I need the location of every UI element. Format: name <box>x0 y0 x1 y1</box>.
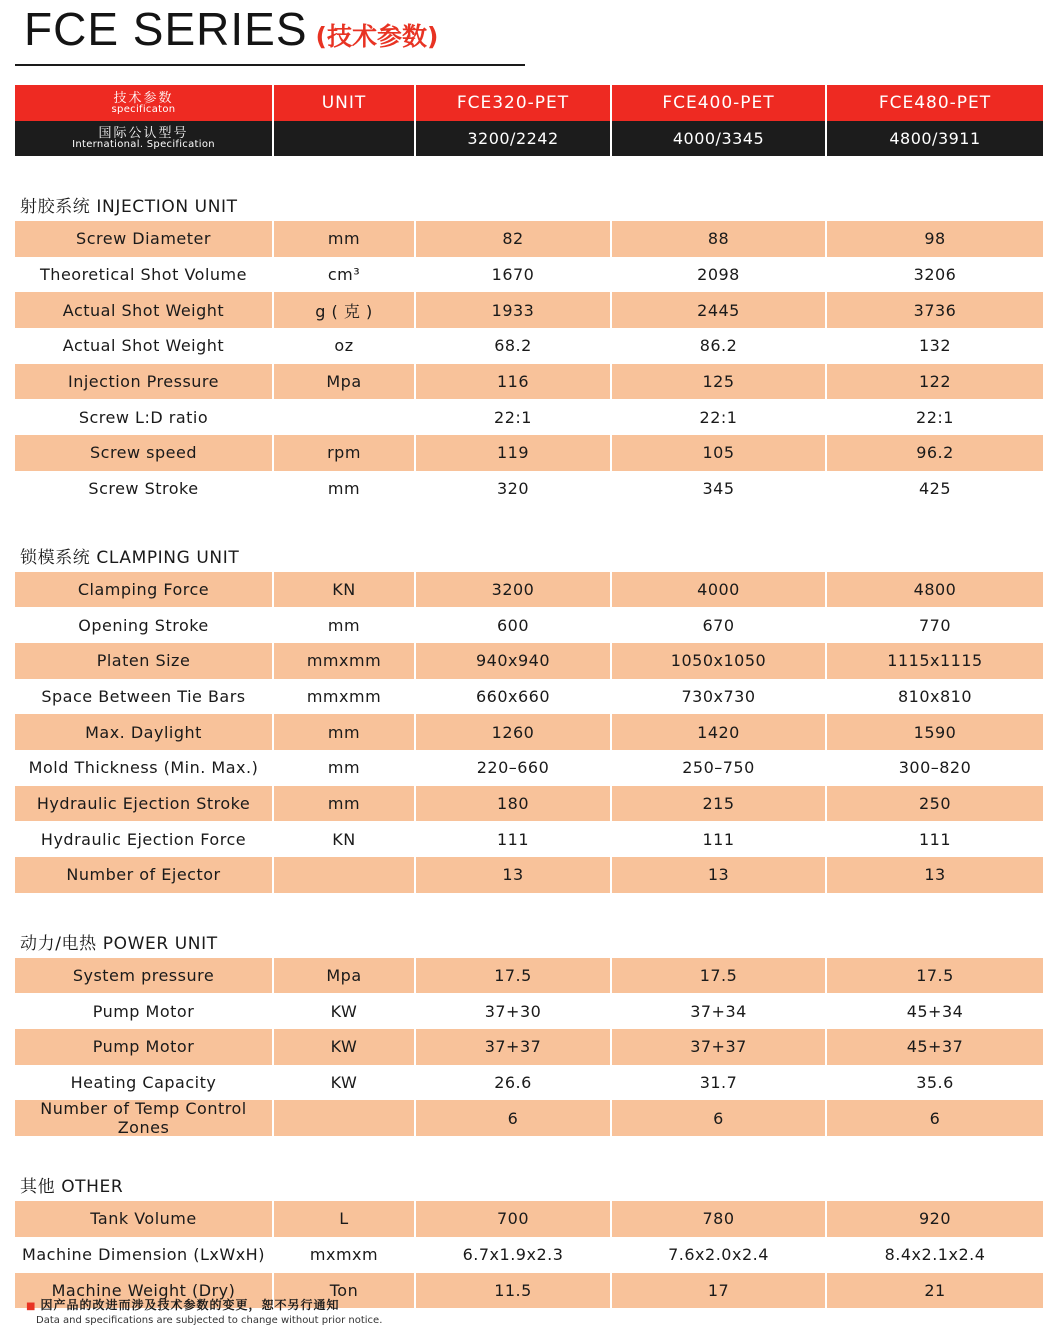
section-spacer <box>15 1136 1043 1161</box>
row-value-model-1: 17.5 <box>414 958 610 994</box>
row-label: Pump Motor <box>15 993 272 1029</box>
intl-header-en: International. Specification <box>72 139 215 150</box>
section-title: 锁模系统 CLAMPING UNIT <box>20 547 240 568</box>
row-value-model-2: 37+37 <box>610 1029 825 1065</box>
series-title: FCE SERIES <box>24 3 308 55</box>
table-row <box>15 1029 1043 1065</box>
row-value-model-1: 119 <box>414 435 610 471</box>
row-value-model-1: 1260 <box>414 714 610 750</box>
spec-header-cell <box>15 85 272 121</box>
row-unit: mmxmm <box>272 643 414 679</box>
row-value-model-1: 700 <box>414 1201 610 1237</box>
model-header-2: FCE400-PET <box>610 85 825 121</box>
row-value-model-2: 86.2 <box>610 328 825 364</box>
row-unit: mm <box>272 221 414 257</box>
intl-spec-3: 4800/3911 <box>825 121 1043 156</box>
row-value-model-1: 320 <box>414 471 610 507</box>
row-value-model-1: 660x660 <box>414 679 610 715</box>
row-unit: Mpa <box>272 958 414 994</box>
bullet-icon: ■ <box>26 1301 37 1312</box>
row-value-model-3: 45+34 <box>825 993 1043 1029</box>
row-value-model-2: 125 <box>610 364 825 400</box>
spec-sections <box>15 156 1043 1308</box>
table-row <box>15 643 1043 679</box>
row-value-model-3: 250 <box>825 786 1043 822</box>
row-value-model-2: 4000 <box>610 572 825 608</box>
row-unit <box>272 857 414 893</box>
row-value-model-1: 6.7x1.9x2.3 <box>414 1237 610 1273</box>
row-unit <box>272 1100 414 1136</box>
row-value-model-3: 8.4x2.1x2.4 <box>825 1237 1043 1273</box>
row-unit: KN <box>272 572 414 608</box>
row-value-model-2: 345 <box>610 471 825 507</box>
row-value-model-1: 26.6 <box>414 1065 610 1101</box>
row-value-model-1: 180 <box>414 786 610 822</box>
footer-zh-text: 因产品的改进而涉及技术参数的变更，恕不另行通知 <box>40 1298 340 1312</box>
footer-note-zh <box>26 1296 382 1313</box>
table-row <box>15 1100 1043 1136</box>
row-value-model-2: 31.7 <box>610 1065 825 1101</box>
row-value-model-2: 88 <box>610 221 825 257</box>
row-value-model-2: 215 <box>610 786 825 822</box>
table-row <box>15 750 1043 786</box>
row-value-model-2: 670 <box>610 607 825 643</box>
row-value-model-1: 111 <box>414 821 610 857</box>
row-unit: mxmxm <box>272 1237 414 1273</box>
row-value-model-3: 35.6 <box>825 1065 1043 1101</box>
row-unit: KW <box>272 1065 414 1101</box>
table-row <box>15 821 1043 857</box>
row-value-model-2: 1420 <box>610 714 825 750</box>
row-value-model-2: 13 <box>610 857 825 893</box>
row-unit: g ( 克 ) <box>272 292 414 328</box>
row-value-model-1: 37+37 <box>414 1029 610 1065</box>
table-row <box>15 399 1043 435</box>
section-spacer <box>15 156 1043 181</box>
row-label: Mold Thickness (Min. Max.) <box>15 750 272 786</box>
row-value-model-2: 6 <box>610 1100 825 1136</box>
table-row <box>15 572 1043 608</box>
row-unit: L <box>272 1201 414 1237</box>
row-value-model-1: 220–660 <box>414 750 610 786</box>
table-row <box>15 471 1043 507</box>
row-value-model-2: 2098 <box>610 257 825 293</box>
row-unit: Ton <box>272 1273 414 1309</box>
row-value-model-2: 37+34 <box>610 993 825 1029</box>
row-value-model-3: 920 <box>825 1201 1043 1237</box>
row-value-model-1: 940x940 <box>414 643 610 679</box>
row-value-model-1: 600 <box>414 607 610 643</box>
table-row <box>15 292 1043 328</box>
row-value-model-3: 1590 <box>825 714 1043 750</box>
row-value-model-3: 122 <box>825 364 1043 400</box>
section-spacer <box>15 893 1043 918</box>
row-label: Tank Volume <box>15 1201 272 1237</box>
row-value-model-3: 111 <box>825 821 1043 857</box>
row-value-model-3: 810x810 <box>825 679 1043 715</box>
row-unit: oz <box>272 328 414 364</box>
table-row <box>15 221 1043 257</box>
row-label: Clamping Force <box>15 572 272 608</box>
page-title <box>24 2 438 54</box>
table-row <box>15 1065 1043 1101</box>
header-row-intl <box>15 121 1043 156</box>
row-value-model-1: 116 <box>414 364 610 400</box>
row-label: Number of Temp Control Zones <box>15 1100 272 1136</box>
row-value-model-1: 37+30 <box>414 993 610 1029</box>
row-label: Screw Stroke <box>15 471 272 507</box>
row-value-model-2: 2445 <box>610 292 825 328</box>
row-label: Actual Shot Weight <box>15 328 272 364</box>
row-value-model-3: 1115x1115 <box>825 643 1043 679</box>
table-row <box>15 714 1043 750</box>
row-label: Screw speed <box>15 435 272 471</box>
row-value-model-3: 132 <box>825 328 1043 364</box>
footer-note-en: Data and specifications are subjected to change without prior notice. <box>36 1315 383 1326</box>
row-unit: mm <box>272 607 414 643</box>
table-row <box>15 786 1043 822</box>
model-header-3: FCE480-PET <box>825 85 1043 121</box>
table-row <box>15 364 1043 400</box>
row-label: Hydraulic Ejection Stroke <box>15 786 272 822</box>
row-label: Max. Daylight <box>15 714 272 750</box>
row-label: System pressure <box>15 958 272 994</box>
header-row-models <box>15 85 1043 121</box>
row-label: Actual Shot Weight <box>15 292 272 328</box>
row-value-model-3: 4800 <box>825 572 1043 608</box>
row-unit: mm <box>272 471 414 507</box>
row-label: Hydraulic Ejection Force <box>15 821 272 857</box>
footer-note <box>26 1296 382 1326</box>
intl-header-cell <box>15 121 272 156</box>
row-value-model-1: 3200 <box>414 572 610 608</box>
row-label: Screw L:D ratio <box>15 399 272 435</box>
row-value-model-2: 105 <box>610 435 825 471</box>
row-value-model-2: 780 <box>610 1201 825 1237</box>
row-value-model-3: 770 <box>825 607 1043 643</box>
row-value-model-3: 425 <box>825 471 1043 507</box>
spec-header-zh: 技术参数 <box>113 90 174 106</box>
row-label: Injection Pressure <box>15 364 272 400</box>
row-label: Space Between Tie Bars <box>15 679 272 715</box>
row-value-model-3: 17.5 <box>825 958 1043 994</box>
row-unit: mm <box>272 786 414 822</box>
row-value-model-2: 22:1 <box>610 399 825 435</box>
unit-header: UNIT <box>272 85 414 121</box>
table-row <box>15 1201 1043 1237</box>
section-spacer <box>15 507 1043 532</box>
row-value-model-1: 1670 <box>414 257 610 293</box>
table-row <box>15 328 1043 364</box>
table-row <box>15 435 1043 471</box>
row-label: Machine Weight (Dry) <box>15 1273 272 1309</box>
row-value-model-2: 7.6x2.0x2.4 <box>610 1237 825 1273</box>
row-value-model-1: 13 <box>414 857 610 893</box>
row-value-model-1: 22:1 <box>414 399 610 435</box>
row-value-model-1: 1933 <box>414 292 610 328</box>
table-row <box>15 1237 1043 1273</box>
row-value-model-2: 111 <box>610 821 825 857</box>
row-label: Theoretical Shot Volume <box>15 257 272 293</box>
section-title: 其他 OTHER <box>20 1177 124 1198</box>
series-subtitle: (技术参数) <box>315 22 439 51</box>
row-label: Heating Capacity <box>15 1065 272 1101</box>
intl-spec-1: 3200/2242 <box>414 121 610 156</box>
row-label: Platen Size <box>15 643 272 679</box>
row-unit: mmxmm <box>272 679 414 715</box>
section-title: 动力/电热 POWER UNIT <box>20 933 218 954</box>
spec-header-en: specificaton <box>111 103 176 115</box>
row-value-model-3: 13 <box>825 857 1043 893</box>
row-value-model-1: 68.2 <box>414 328 610 364</box>
row-value-model-1: 6 <box>414 1100 610 1136</box>
table-row <box>15 607 1043 643</box>
spec-table <box>15 85 1043 1308</box>
table-row <box>15 857 1043 893</box>
row-label: Opening Stroke <box>15 607 272 643</box>
row-unit: KW <box>272 993 414 1029</box>
row-unit: KW <box>272 1029 414 1065</box>
row-unit: cm³ <box>272 257 414 293</box>
row-value-model-3: 21 <box>825 1273 1043 1309</box>
title-underline <box>15 64 525 66</box>
row-value-model-3: 300–820 <box>825 750 1043 786</box>
row-unit <box>272 399 414 435</box>
section-title: 射胶系统 INJECTION UNIT <box>20 197 238 217</box>
row-value-model-2: 730x730 <box>610 679 825 715</box>
row-label: Pump Motor <box>15 1029 272 1065</box>
row-value-model-3: 3736 <box>825 292 1043 328</box>
row-value-model-2: 1050x1050 <box>610 643 825 679</box>
row-value-model-3: 3206 <box>825 257 1043 293</box>
table-row <box>15 257 1043 293</box>
row-value-model-3: 6 <box>825 1100 1043 1136</box>
model-header-1: FCE320-PET <box>414 85 610 121</box>
row-value-model-1: 11.5 <box>414 1273 610 1309</box>
row-unit: mm <box>272 714 414 750</box>
row-value-model-3: 98 <box>825 221 1043 257</box>
row-label: Number of Ejector <box>15 857 272 893</box>
row-value-model-2: 17 <box>610 1273 825 1309</box>
row-label: Machine Dimension (LxWxH) <box>15 1237 272 1273</box>
row-value-model-1: 82 <box>414 221 610 257</box>
table-row <box>15 958 1043 994</box>
row-value-model-3: 22:1 <box>825 399 1043 435</box>
table-row <box>15 993 1043 1029</box>
row-unit: Mpa <box>272 364 414 400</box>
row-value-model-3: 45+37 <box>825 1029 1043 1065</box>
intl-unit-cell <box>272 121 414 156</box>
row-label: Screw Diameter <box>15 221 272 257</box>
row-value-model-3: 96.2 <box>825 435 1043 471</box>
row-unit: mm <box>272 750 414 786</box>
intl-spec-2: 4000/3345 <box>610 121 825 156</box>
row-unit: KN <box>272 821 414 857</box>
row-value-model-2: 250–750 <box>610 750 825 786</box>
row-value-model-2: 17.5 <box>610 958 825 994</box>
table-row <box>15 679 1043 715</box>
intl-header-zh: 国际公认型号 <box>98 126 189 141</box>
row-unit: rpm <box>272 435 414 471</box>
